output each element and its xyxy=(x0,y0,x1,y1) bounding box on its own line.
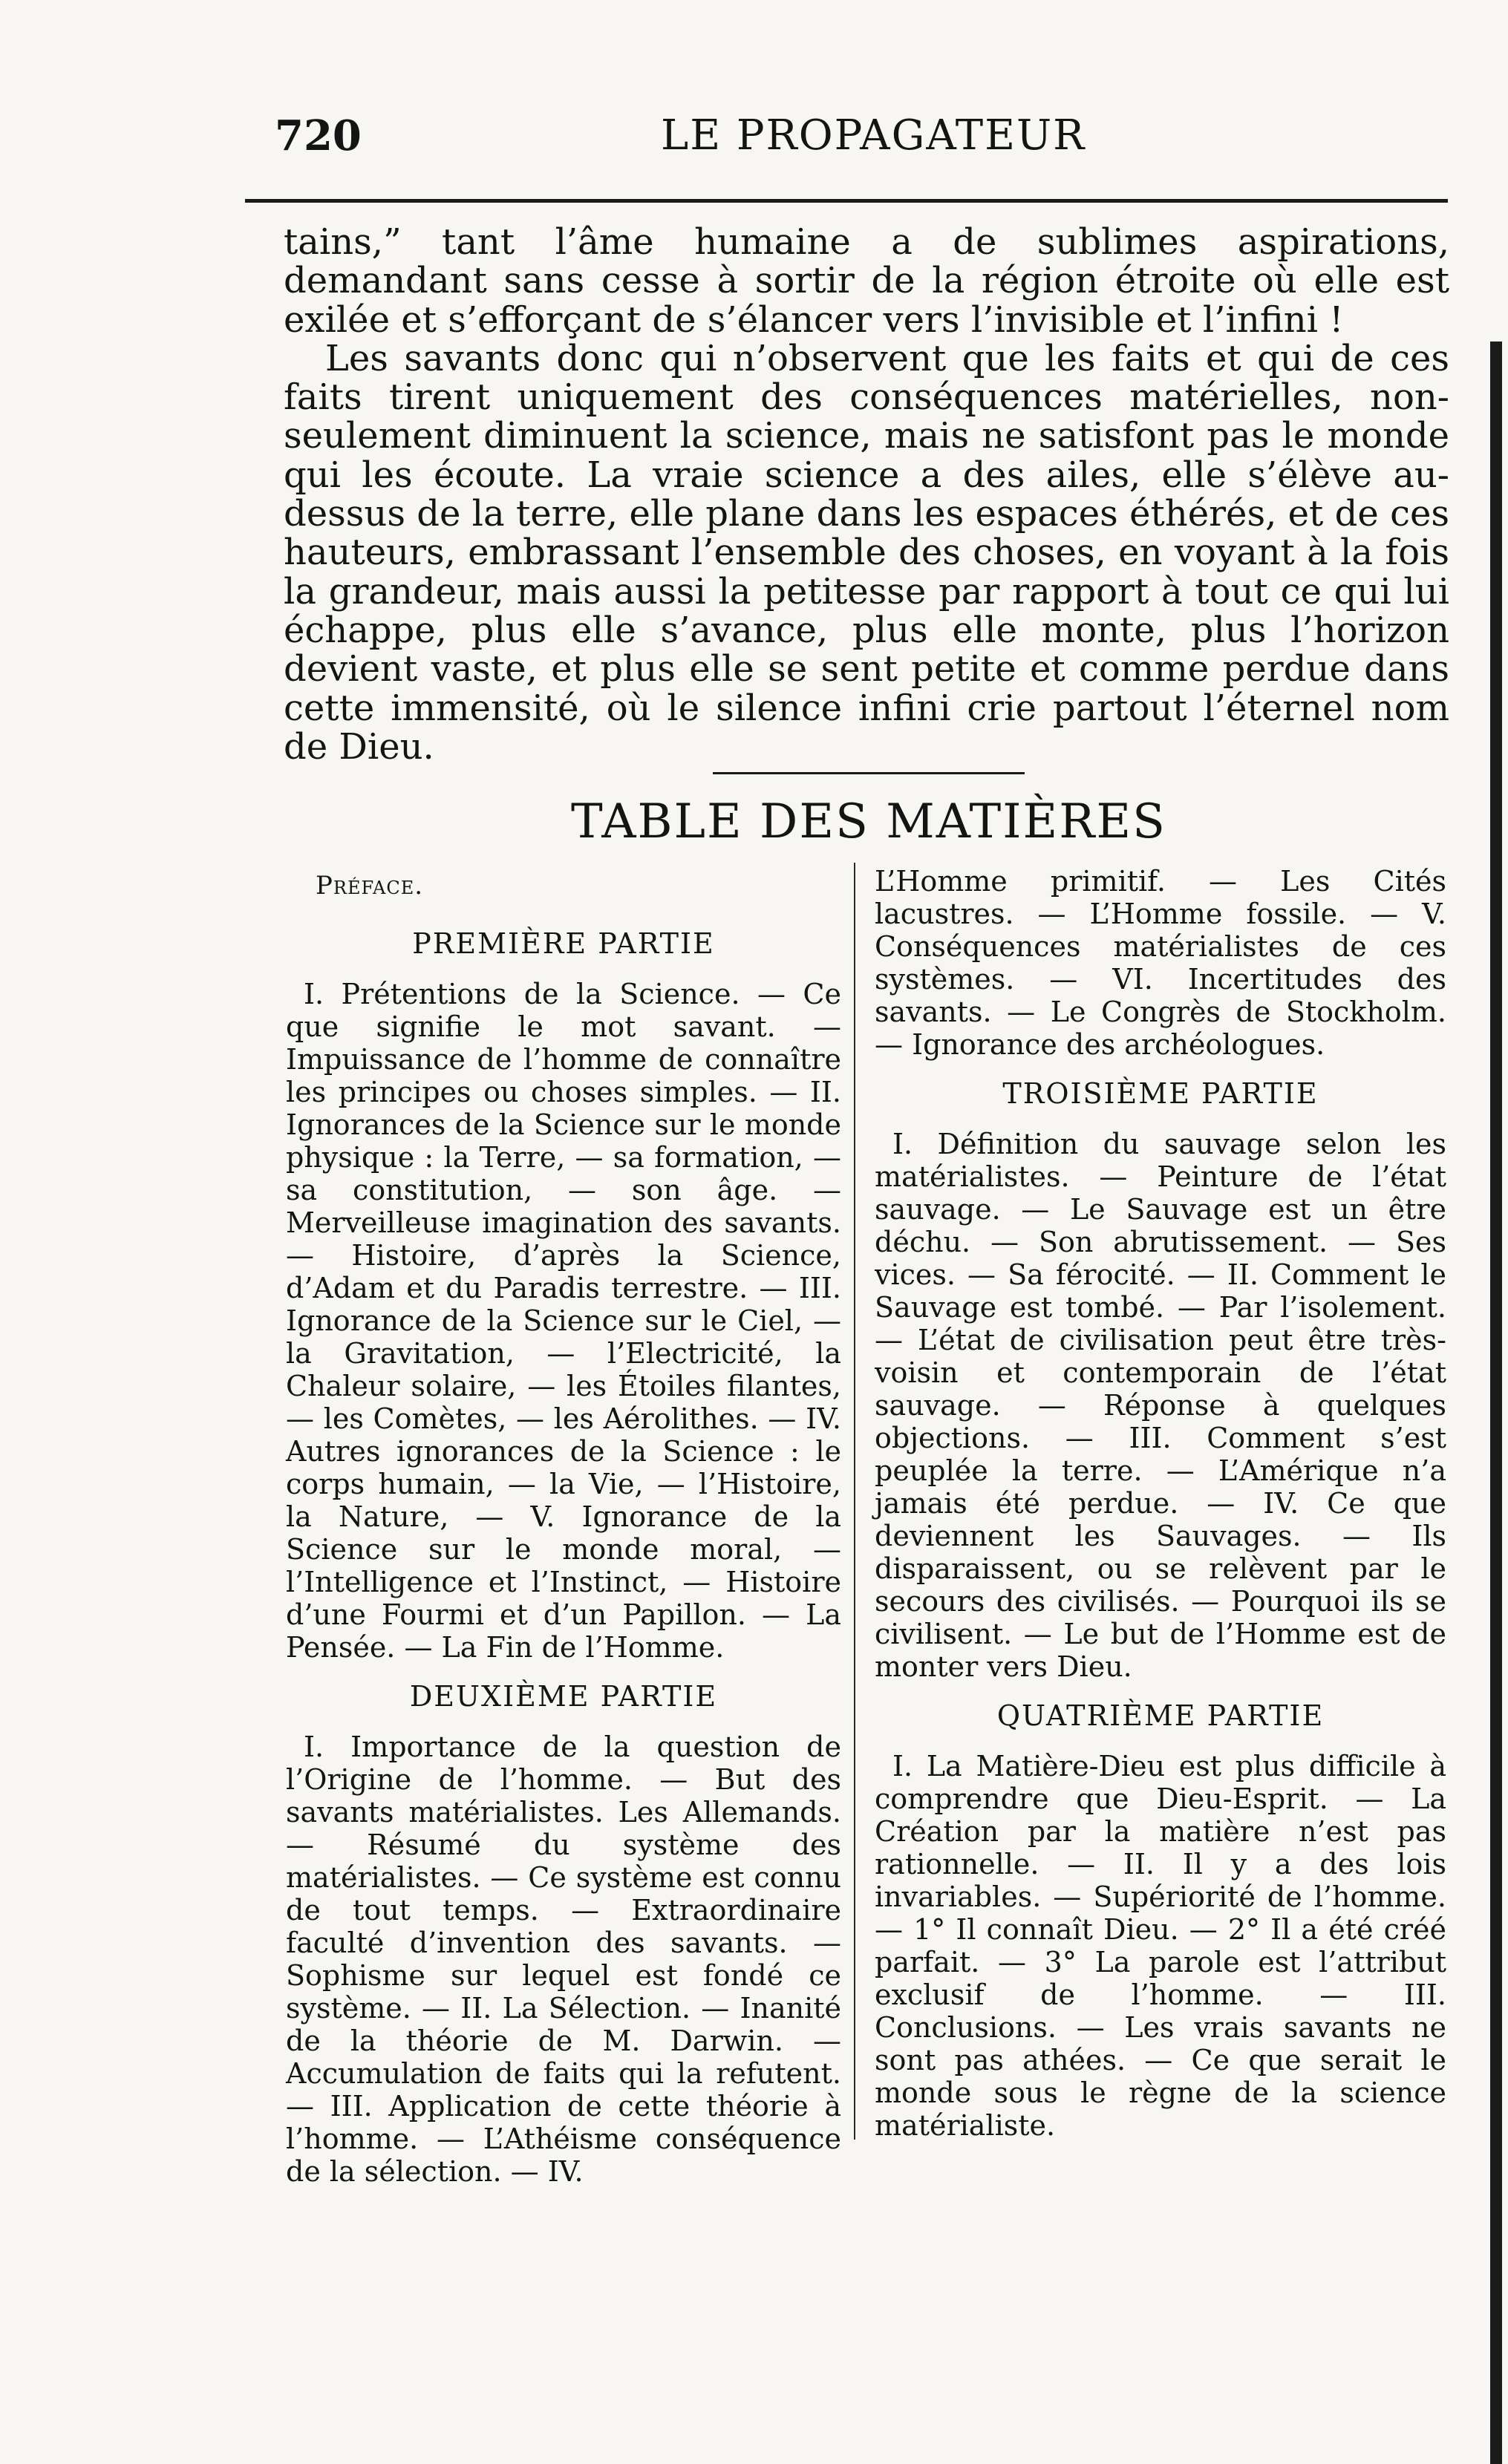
toc-column-left xyxy=(286,865,841,2188)
part1-heading: PREMIÈRE PARTIE xyxy=(412,927,715,960)
page-edge-shadow xyxy=(1490,342,1502,2464)
toc-preface: Préface. xyxy=(316,871,424,901)
running-title: LE PROPAGATEUR xyxy=(661,111,1086,160)
intro-text xyxy=(284,223,1449,766)
page-number: 720 xyxy=(275,111,362,160)
part2-heading: DEUXIÈME PARTIE xyxy=(409,1680,718,1713)
part2-entries: I. Importance de la question de l’Origine de l’homme. — But des savants matérialistes. Les Allemands. — Résumé du système des matérialistes. — Ce système est connu de tout temps. — Extraordinaire faculté d’invention des savants. — Sophisme sur lequel est fondé ce système. — II. La Sélection. — Inanité de la théorie de M. Darwin. — Accumulation de faits qui la refutent. — III. Application de cette théorie à l’homme. — L’Athéisme conséquence de la sélection. — IV. xyxy=(286,1731,841,2188)
part4-entries: I. La Matière-Dieu est plus difficile à comprendre que Dieu-Esprit. — La Création par la matière n’est pas rationnelle. — II. Il y a des lois invariables. — Supériorité de l’homme. — 1° Il connaît Dieu. — 2° Il a été créé parfait. — 3° La parole est l’attribut exclusif de l’homme. — III. Conclusions. — Les vrais savants ne sont pas athées. — Ce que serait le monde sous le règne de la science matérialiste. xyxy=(875,1750,1446,2142)
intro-paragraph-1: tains,” tant l’âme humaine a de sublimes aspirations, demandant sans cesse à sortir de la région étroite où elle est exilée et s’efforçant de s’élancer vers l’invisible et l’infini ! xyxy=(284,221,1449,341)
part1-entries: I. Prétentions de la Science. — Ce que signifie le mot savant. — Impuissance de l’homme de connaître les principes ou choses simples. — II. Ignorances de la Science sur le monde physique : la Terre, — sa formation, — sa constitution, — son âge. — Merveilleuse imagination des savants. — Histoire, d’après la Science, d’Adam et du Paradis terrestre. — III. Ignorance de la Science sur le Ciel, — la Gravitation, — l’Electricité, la Chaleur solaire, — les Étoiles filantes, — les Comètes, — les Aérolithes. — IV. Autres ignorances de la Science : le corps humain, — la Vie, — l’Histoire, la Nature, — V. Ignorance de la Science sur le monde moral, — l’Intelligence et l’Instinct, — Histoire d’une Fourmi et d’un Papillon. — La Pensée. — La Fin de l’Homme. xyxy=(286,978,841,1664)
intro-paragraph-2: Les savants donc qui n’observent que les faits et qui de ces faits tirent uniquement des conséquences matérielles, non-seulement diminuent la science, mais ne satisfont pas le monde qui les écoute. La vraie science a des ailes, elle s’élève au-dessus de la terre, elle plane dans les espaces éthérés, et de ces hauteurs, embrassant l’ensemble des choses, en voyant à la fois la grandeur, mais aussi la petitesse par rapport à tout ce qui lui échappe, plus elle s’avance, plus elle monte, plus l’horizon devient vaste, et plus elle se sent petite et comme perdue dans cette immensité, où le silence infini crie partout l’éternel nom de Dieu. xyxy=(284,337,1449,768)
section-rule xyxy=(713,772,1025,774)
part2-continuation: L’Homme primitif. — Les Cités lacustres. — L’Homme fossile. — V. Conséquences matérialistes de ces systèmes. — VI. Incertitudes des savants. — Le Congrès de Stockholm. — Ignorance des archéologues. xyxy=(875,865,1446,1061)
part4-heading: QUATRIÈME PARTIE xyxy=(996,1699,1325,1732)
column-divider xyxy=(854,863,855,2140)
toc-title: TABLE DES MATIÈRES xyxy=(571,794,1166,849)
part3-heading: TROISIÈME PARTIE xyxy=(1002,1077,1319,1110)
header-rule xyxy=(245,199,1448,203)
part3-entries: I. Définition du sauvage selon les matérialistes. — Peinture de l’état sauvage. — Le Sauvage est un être déchu. — Son abrutissement. — Ses vices. — Sa férocité. — II. Comment le Sauvage est tombé. — Par l’isolement. — L’état de civilisation peut être très-voisin et contemporain de l’état sauvage. — Réponse à quelques objections. — III. Comment s’est peuplée la terre. — L’Amérique n’a jamais été perdue. — IV. Ce que deviennent les Sauvages. — Ils disparaissent, ou se relèvent par le secours des civilisés. — Pourquoi ils se civilisent. — Le but de l’Homme est de monter vers Dieu. xyxy=(875,1128,1446,1683)
page-header xyxy=(275,111,1448,171)
toc-column-right xyxy=(875,865,1446,2142)
